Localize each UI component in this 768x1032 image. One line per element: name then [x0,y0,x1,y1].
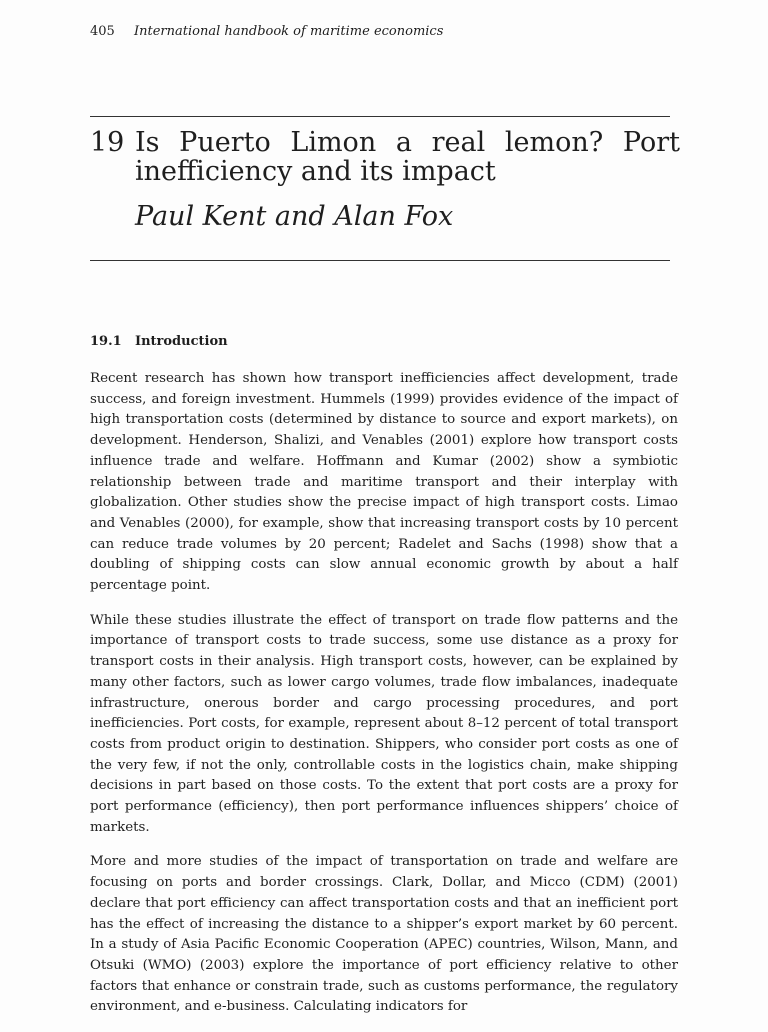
body-text [90,369,678,1032]
paragraph: While these studies illustrate the effect of transport on trade flow patterns and the importance of transport costs to trade success, some use distance as a proxy for transport costs in their analysis. High transport costs, however, can be explained by many other factors, such as lower cargo volumes, trade flow imbalances, inadequate infrastructure, onerous border and cargo processing procedures, and port inefficiencies. Port costs, for example, represent about 8–12 percent of total transport costs from product origin to destination. Shippers, who consider port costs as one of the very few, if not the only, controllable costs in the logistics chain, make shipping decisions in part based on those costs. To the extent that port costs are a proxy for port performance (efficiency), then port performance influences shippers’ choice of markets. [90,612,678,835]
section-number: 19.1 [90,334,122,349]
section-heading [90,334,228,349]
chapter-authors: Paul Kent and Alan Fox [135,201,454,232]
book-title: International handbook of maritime economics [134,24,444,39]
top-rule [90,116,670,117]
page-number: 405 [90,24,115,39]
chapter-title: Is Puerto Limon a real lemon? Port inefficiency and its impact [135,127,680,187]
chapter-number: 19 [90,127,125,158]
bottom-rule [90,260,670,261]
running-head [90,24,443,39]
paragraph: More and more studies of the impact of transportation on trade and welfare are focusing on ports and border crossings. Clark, Dollar, and Micco (CDM) (2001) declare that port efficiency can affect transportation costs and that an inefficient port has the effect of increasing the distance to a shipper’s export market by 60 percent. In a study of Asia Pacific Economic Cooperation (APEC) countries, Wilson, Mann, and Otsuki (WMO) (2003) explore the importance of port efficiency relative to other factors that enhance or constrain trade, such as customs performance, the regulatory environment, and e-business. Calculating indicators for [90,854,678,1015]
chapter-header [90,128,680,232]
section-title: Introduction [135,334,228,349]
paragraph: Recent research has shown how transport inefficiencies affect development, trade success, and foreign investment. Hummels (1999) provides evidence of the impact of high transportation costs (determined by distance to source and export markets), on development. Henderson, Shalizi, and Venables (2001) explore how transport costs influence trade and welfare. Hoffmann and Kumar (2002) show a symbiotic relationship between trade and maritime transport and their interplay with globalization. Other studies show the precise impact of high transport costs. Limao and Venables (2000), for example, show that increasing transport costs by 10 percent can reduce trade volumes by 20 percent; Radelet and Sachs (1998) show that a doubling of shipping costs can slow annual economic growth by about a half percentage point. [90,371,678,594]
